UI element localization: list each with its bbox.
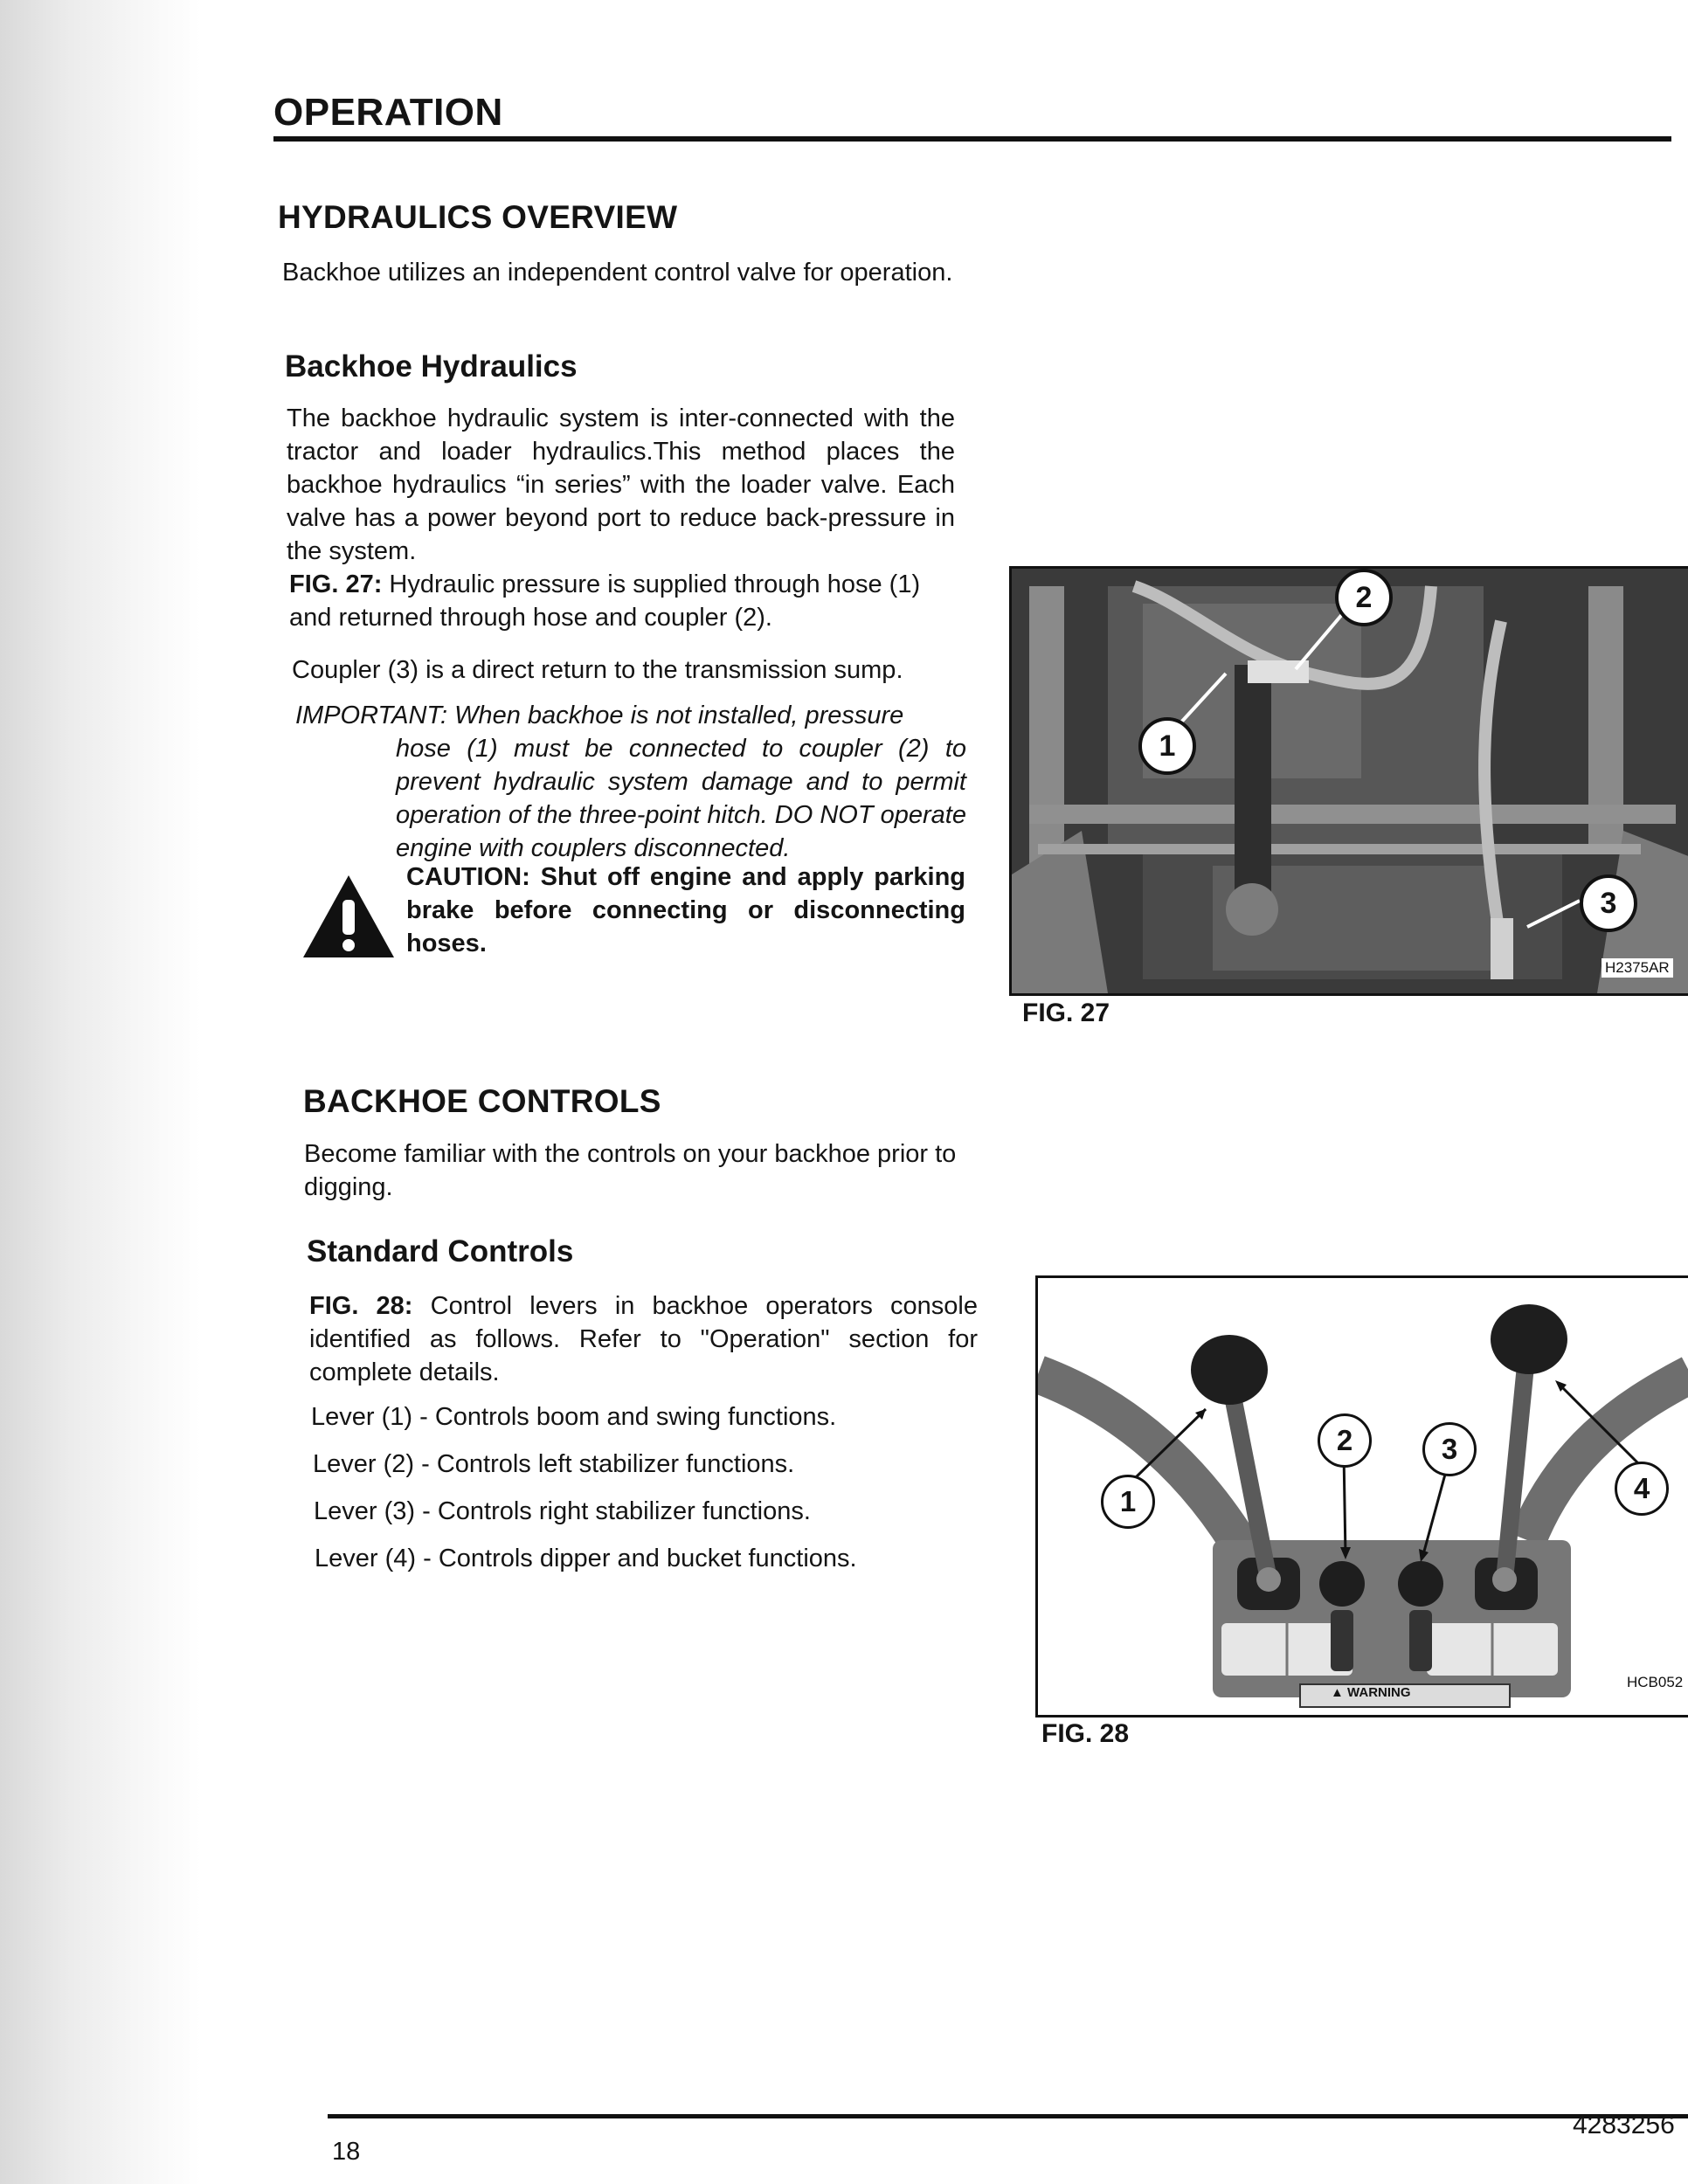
lever-4-description: Lever (4) - Controls dipper and bucket functions. xyxy=(315,1545,857,1572)
fig28-code: HCB052 xyxy=(1623,1673,1686,1692)
fig28-ref: FIG. 28: xyxy=(309,1292,413,1320)
fig28-callout-2: 2 xyxy=(1318,1413,1372,1468)
document-number: 4283256 xyxy=(1573,2111,1675,2139)
fig27-ref: FIG. 27: xyxy=(289,570,383,598)
fig27-callout-2: 2 xyxy=(1335,569,1393,626)
fig27-callout-layer xyxy=(1012,569,1688,993)
lever-3-description: Lever (3) - Controls right stabilizer functions. xyxy=(314,1497,811,1525)
coupler3-note: Coupler (3) is a direct return to the transmission sump. xyxy=(292,656,903,684)
backhoe-hydraulics-body: The backhoe hydraulic system is inter-connected with the tractor and loader hydraulics.This method places the backhoe hydraulics “in series” with the loader valve. Each valve has a power beyond port to reduce back-pressure in the system. xyxy=(287,404,955,565)
hydraulics-overview-heading: HYDRAULICS OVERVIEW xyxy=(278,199,678,235)
fig27-code: H2375AR xyxy=(1602,958,1673,978)
section-header: OPERATION xyxy=(273,91,503,134)
fig28-callout-1: 1 xyxy=(1101,1475,1155,1529)
lever-1-description: Lever (1) - Controls boom and swing functions. xyxy=(311,1403,837,1431)
lever-2-description: Lever (2) - Controls left stabilizer functions. xyxy=(313,1450,795,1478)
fig27-description xyxy=(289,568,962,634)
fig28-callout-4: 4 xyxy=(1615,1462,1669,1516)
fig28-caption: FIG. 28 xyxy=(1041,1719,1130,1748)
fig27-caption: FIG. 27 xyxy=(1022,999,1110,1027)
warning-icon: ▲ xyxy=(1331,1685,1344,1700)
footer-rule xyxy=(328,2114,1688,2118)
important-label: IMPORTANT: xyxy=(295,702,447,729)
figure-28-photo xyxy=(1035,1275,1688,1717)
caution-note: CAUTION: Shut off engine and apply parking brake before connecting or disconnecting hoses. xyxy=(406,863,965,957)
fig28-warning-label: ▲ WARNING xyxy=(1331,1685,1411,1700)
fig27-callout-3: 3 xyxy=(1580,874,1637,932)
page-number: 18 xyxy=(332,2138,361,2166)
important-first-line: When backhoe is not installed, pressure xyxy=(454,702,904,729)
standard-controls-heading: Standard Controls xyxy=(307,1234,574,1268)
backhoe-hydraulics-heading: Backhoe Hydraulics xyxy=(285,349,578,384)
header-rule xyxy=(273,136,1671,142)
warning-triangle-icon xyxy=(301,874,396,959)
fig28-description xyxy=(309,1289,978,1389)
fig28-callout-3: 3 xyxy=(1422,1422,1477,1476)
fig28-text: Control levers in backhoe operators console identified as follows. Refer to "Operation" section for complete details. xyxy=(309,1292,978,1386)
page-binding-shadow xyxy=(0,0,201,2184)
backhoe-controls-intro: Become familiar with the controls on your backhoe prior to digging. xyxy=(304,1140,957,1201)
backhoe-controls-heading: BACKHOE CONTROLS xyxy=(303,1083,661,1119)
important-note xyxy=(295,699,966,865)
hydraulics-overview-intro: Backhoe utilizes an independent control valve for operation. xyxy=(282,259,953,287)
fig27-text: Hydraulic pressure is supplied through hose (1) and returned through hose and coupler (2). xyxy=(289,570,921,632)
fig27-callout-1: 1 xyxy=(1138,717,1196,775)
figure-27-photo xyxy=(1009,566,1688,996)
important-rest: hose (1) must be connected to coupler (2) to prevent hydraulic system damage and to permit operation of the three-point hitch. DO NOT operate engine with couplers disconnected. xyxy=(396,735,966,862)
